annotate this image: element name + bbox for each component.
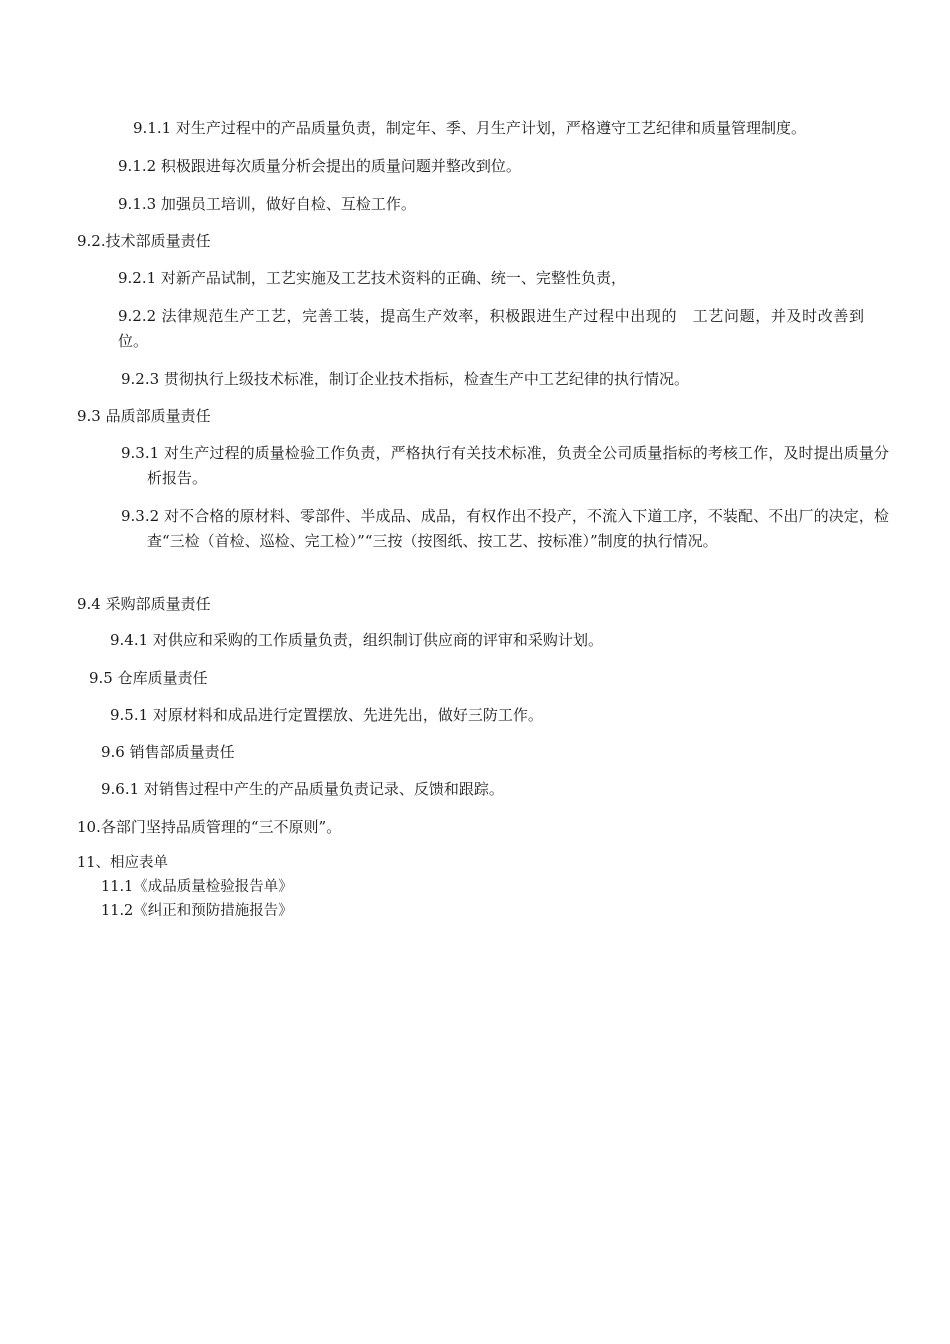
clause-9-1-2: 9.1.2 积极跟进每次质量分析会提出的质量问题并整改到位。 bbox=[118, 157, 521, 175]
heading-9-5: 9.5 仓库质量责任 bbox=[89, 669, 208, 687]
clause-9-3-2: 9.3.2 对不合格的原材料、零部件、半成品、成品，有权作出不投产，不流入下道工序，不装配、不出厂的决定，检查“三检（首检、巡检、完工检）”“三按（按图纸、按工艺、按标准）”制度的执行情况。 bbox=[121, 507, 889, 550]
clause-9-1-1: 9.1.1 对生产过程中的产品质量负责，制定年、季、月生产计划，严格遵守工艺纪律和质量管理制度。 bbox=[133, 119, 806, 137]
form-item-11-2: 11.2《纠正和预防措施报告》 bbox=[101, 903, 293, 919]
clause-9-5-1: 9.5.1 对原材料和成品进行定置摆放、先进先出，做好三防工作。 bbox=[110, 706, 543, 724]
clause-9-2-3: 9.2.3 贯彻执行上级技术标准，制订企业技术指标，检查生产中工艺纪律的执行情况。 bbox=[121, 370, 689, 388]
clause-9-1-3: 9.1.3 加强员工培训，做好自检、互检工作。 bbox=[118, 195, 416, 213]
heading-9-2: 9.2.技术部质量责任 bbox=[77, 232, 211, 250]
heading-10: 10.各部门坚持品质管理的“三不原则”。 bbox=[77, 818, 342, 836]
form-item-11-1: 11.1《成品质量检验报告单》 bbox=[101, 879, 293, 895]
clause-9-2-1: 9.2.1 对新产品试制，工艺实施及工艺技术资料的正确、统一、完整性负责， bbox=[118, 269, 626, 287]
clause-9-4-1: 9.4.1 对供应和采购的工作质量负责，组织制订供应商的评审和采购计划。 bbox=[110, 631, 603, 649]
clause-9-2-2: 9.2.2 法律规范生产工艺，完善工装，提高生产效率，积极跟进生产过程中出现的 工艺问题，并及时改善到位。 bbox=[118, 307, 864, 350]
heading-9-3: 9.3 品质部质量责任 bbox=[77, 407, 211, 425]
heading-9-6: 9.6 销售部质量责任 bbox=[101, 743, 235, 761]
clause-9-3-1: 9.3.1 对生产过程的质量检验工作负责，严格执行有关技术标准，负责全公司质量指标的考核工作，及时提出质量分析报告。 bbox=[121, 444, 889, 487]
clause-9-6-1: 9.6.1 对销售过程中产生的产品质量负责记录、反馈和跟踪。 bbox=[101, 780, 504, 798]
heading-9-4: 9.4 采购部质量责任 bbox=[77, 595, 211, 613]
heading-11: 11、相应表单 bbox=[77, 855, 168, 871]
